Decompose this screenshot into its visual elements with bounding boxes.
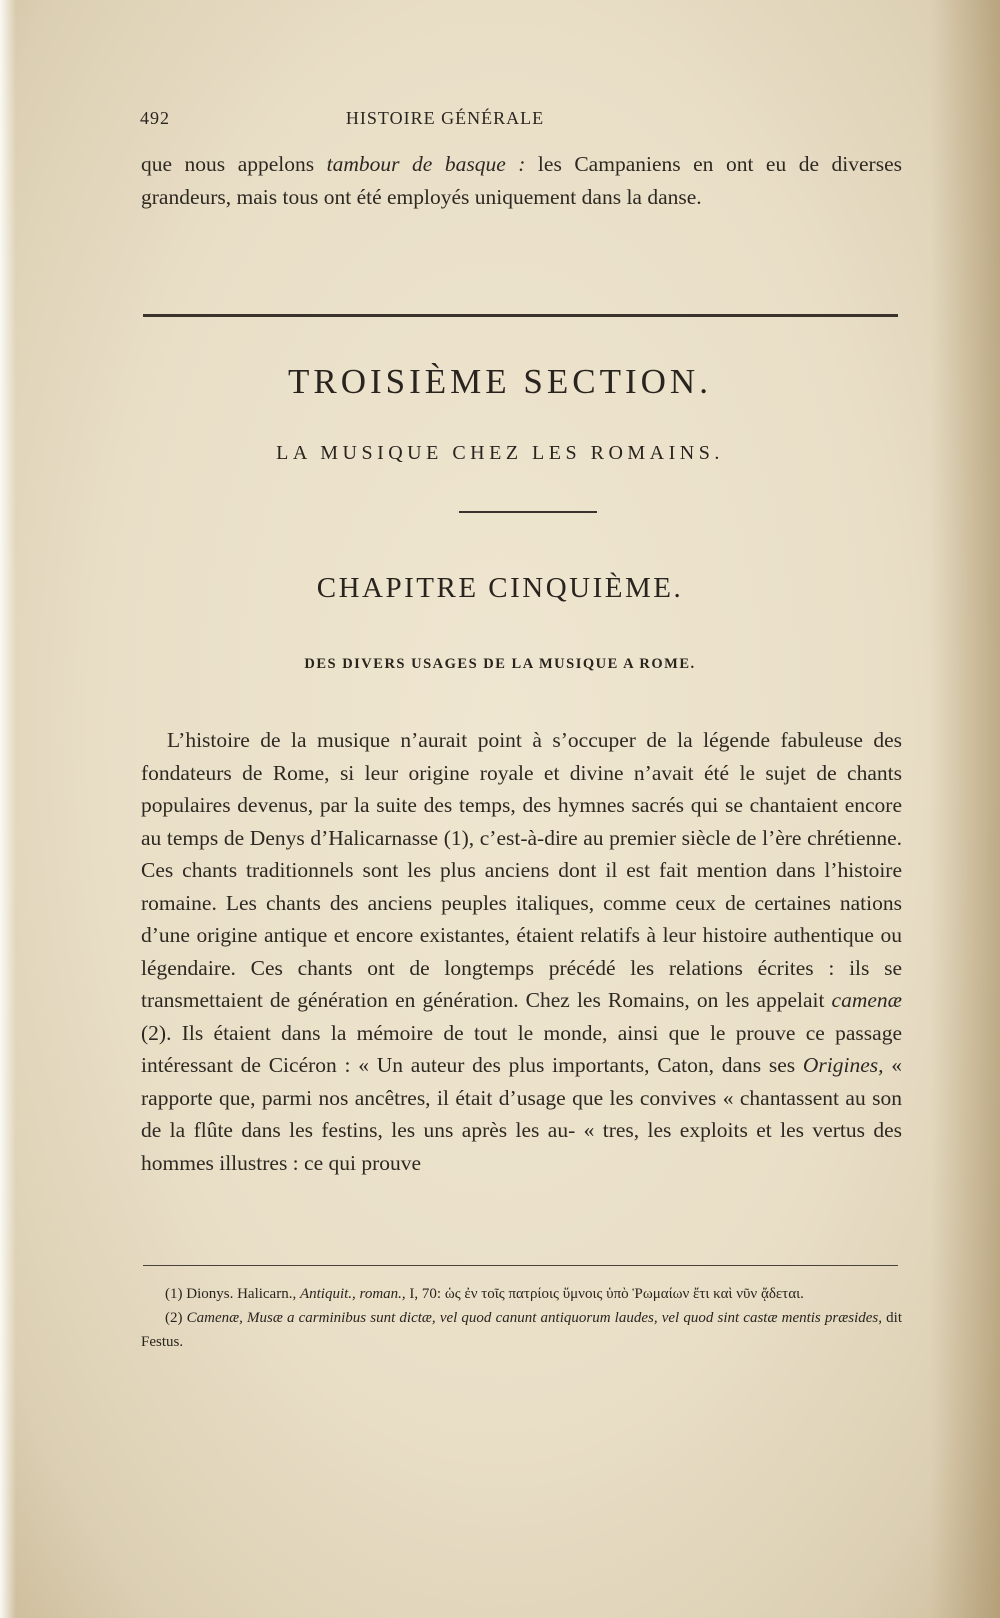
page-number: 492 [140,108,170,128]
chapter-subtitle: DES DIVERS USAGES DE LA MUSIQUE A ROME. [304,656,696,672]
running-title: HISTOIRE GÉNÉRALE [345,108,545,128]
footnote-2-italic: Camenæ, Musæ a carminibus sunt dictæ, vel quod canunt antiquorum laudes, vel quod sint castæ mentis præsides, [186,1310,883,1326]
paragraph-italic-camenae: camenæ [831,988,902,1012]
section-title: TROISIÈME SECTION. [288,362,712,401]
chapter-divider [459,511,597,513]
footnote-2-text: dit Festus. [141,1310,902,1350]
paragraph-text-3: « rapporte que, parmi nos ancêtres, il était d’usage que les convives « chantassent au son de la flûte dans les festins, les uns après les au- « tres, les exploits et les vertus des hommes illustres : ce qui prouve [141,1053,902,1175]
footnote-2-prefix: (2) [165,1310,187,1326]
section-subtitle: LA MUSIQUE CHEZ LES ROMAINS. [276,442,724,464]
footnote-1-italic: Antiquit., roman., [299,1286,406,1302]
running-header [140,108,900,132]
intro-paragraph [141,148,902,213]
paragraph-text-1: L’histoire de la musique n’aurait point à s’occuper de la légende fabuleuse des fondateurs de Rome, si leur origine royale et divine n’avait été le sujet de chants populaires devenus, par la suite des temps, des hymnes sacrés qui se chantaient encore au temps de Denys d’Halicarnasse (1), c’est-à-dire au premier siècle de l’ère chrétienne. Ces chants traditionnels sont les plus anciens dont il est fait mention dans l’histoire romaine. Les chants des anciens peuples italiques, comme ceux de certaines nations d’une origine antique et encore existantes, étaient relatifs à leur histoire authentique ou légendaire. Ces chants ont de longtemps précédé les relations écrites : ils se transmettaient de génération en génération. Chez les Romains, on les appelait [141,728,902,1012]
footnotes [141,1282,902,1354]
main-paragraph [141,724,902,1179]
footnote-1-text: I, 70: ὡς ἐν τοῖς πατρίοις ὕμνοις ὑπὸ Ῥωμαίων ἔτι καὶ νῦν ᾄδεται. [405,1286,804,1302]
intro-italic: tambour de basque : [326,152,526,176]
footnote-2 [141,1306,902,1354]
intro-text-1: que nous appelons [141,152,327,176]
section-divider [143,314,898,317]
footnote-1 [141,1282,902,1306]
footnote-divider [143,1265,898,1266]
footnote-1-prefix: (1) Dionys. Halicarn., [165,1286,300,1302]
paragraph-italic-origines: Origines, [802,1053,884,1077]
intro-text-2: les Campaniens en ont eu de diverses grandeurs, mais tous ont été employés uniquement dans la danse. [141,152,902,209]
paragraph-text-2: (2). Ils étaient dans la mémoire de tout le monde, ainsi que le prouve ce passage intéressant de Cicéron : « Un auteur des plus importants, Caton, dans ses [141,1020,902,1077]
chapter-title: CHAPITRE CINQUIÈME. [316,572,684,604]
